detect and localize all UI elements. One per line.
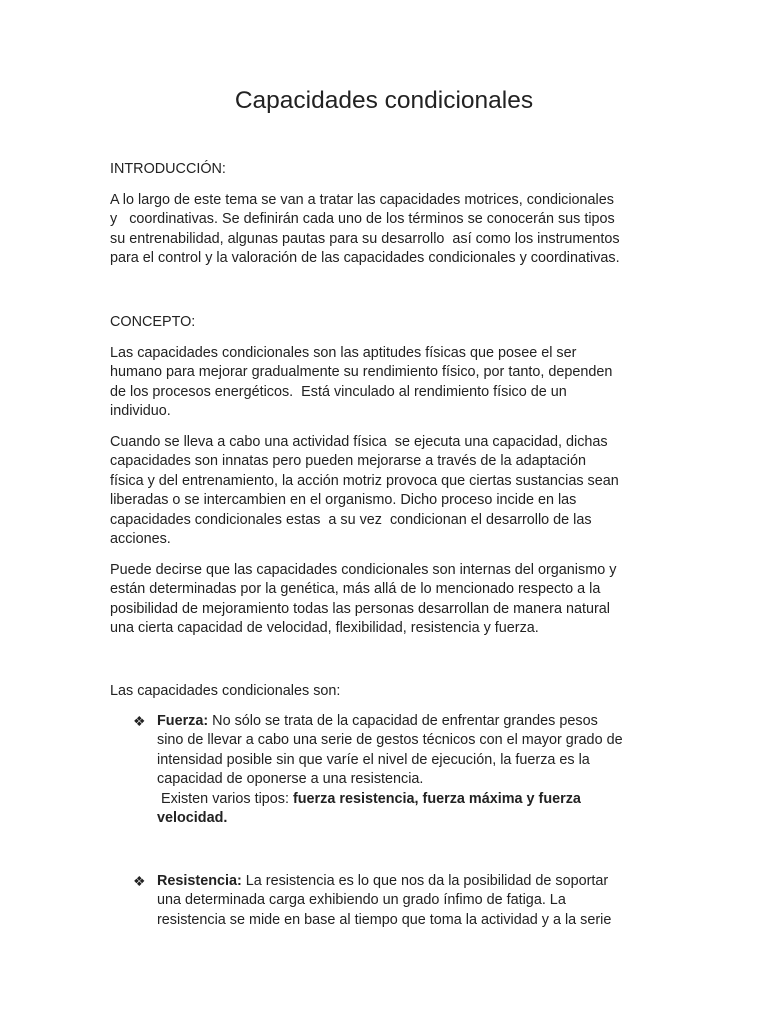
types-prefix: Existen varios tipos: xyxy=(157,790,293,807)
diamond-bullet-icon: ❖ xyxy=(133,873,146,889)
list-item-resistencia xyxy=(133,872,657,930)
concept-paragraph-1 xyxy=(110,344,658,422)
concept-paragraph-3 xyxy=(110,561,658,639)
types-list: fuerza resistencia, fuerza máxima y fuerza xyxy=(292,790,581,807)
text-line: intensidad posible sin que varíe el nivel de ejecución, la fuerza es la xyxy=(157,751,590,768)
text-line: una cierta capacidad de velocidad, flexibilidad, resistencia y fuerza. xyxy=(110,620,539,637)
term-description: No sólo se trata de la capacidad de enfrentar grandes pesos xyxy=(208,713,598,729)
text-line: Las capacidades condicionales son las aptitudes físicas que posee el ser xyxy=(110,345,577,361)
list-intro: Las capacidades condicionales son: xyxy=(110,683,341,699)
concept-heading: CONCEPTO: xyxy=(110,314,196,330)
term-label: Resistencia: xyxy=(157,873,242,889)
text-line: capacidades son innatas pero pueden mejorarse a través de la adaptación xyxy=(110,453,587,470)
text-line: A lo largo de este tema se van a tratar las capacidades motrices, condicionales xyxy=(110,192,614,208)
text-line: acciones. xyxy=(110,531,171,548)
text-line: humano para mejorar gradualmente su rendimiento físico, por tanto, dependen xyxy=(110,364,613,381)
text-line: Cuando se lleva a cabo una actividad física se ejecuta una capacidad, dichas xyxy=(110,434,608,450)
text-line: resistencia se mide en base al tiempo que toma la actividad y a la serie xyxy=(157,911,612,928)
diamond-bullet-icon: ❖ xyxy=(133,713,146,729)
term-label: Fuerza: xyxy=(157,713,209,729)
text-line: de los procesos energéticos. Está vinculado al rendimiento físico de un xyxy=(110,383,567,400)
text-line: posibilidad de mejoramiento todas las personas desarrollan de manera natural xyxy=(110,600,610,617)
text-line: para el control y la valoración de las capacidades condicionales y coordinativas. xyxy=(110,250,620,267)
concept-paragraph-2 xyxy=(110,433,658,549)
text-line: están determinadas por la genética, más allá de lo mencionado respecto a la xyxy=(110,581,601,598)
intro-paragraph xyxy=(110,191,658,269)
text-line: una determinada carga exhibiendo un grado ínfimo de fatiga. La xyxy=(157,892,566,909)
text-line: sino de llevar a cabo una serie de gestos técnicos con el mayor grado de xyxy=(157,732,623,749)
text-line: liberadas o se intercambien en el organismo. Dicho proceso incide en las xyxy=(110,492,577,509)
text-line: física y del entrenamiento, la acción motriz provoca que ciertas sustancias sean xyxy=(110,472,619,489)
document-title: Capacidades condicionales xyxy=(234,87,534,114)
text-line: Puede decirse que las capacidades condicionales son internas del organismo y xyxy=(110,562,617,578)
text-line: velocidad. xyxy=(157,810,228,827)
text-line: capacidad de oponerse a una resistencia. xyxy=(157,771,424,788)
text-line xyxy=(157,712,657,731)
text-line: y coordinativas. Se definirán cada uno de los términos se conocerán sus tipos xyxy=(110,211,615,228)
text-line: individuo. xyxy=(110,403,171,420)
list-item-fuerza xyxy=(133,712,657,828)
term-description: La resistencia es lo que nos da la posibilidad de soportar xyxy=(241,873,609,889)
text-line: su entrenabilidad, algunas pautas para su desarrollo así como los instrumentos xyxy=(110,230,620,247)
intro-heading: INTRODUCCIÓN: xyxy=(110,161,226,177)
text-line xyxy=(157,790,657,809)
text-line xyxy=(157,872,657,891)
text-line: capacidades condicionales estas a su vez condicionan el desarrollo de las xyxy=(110,511,592,528)
